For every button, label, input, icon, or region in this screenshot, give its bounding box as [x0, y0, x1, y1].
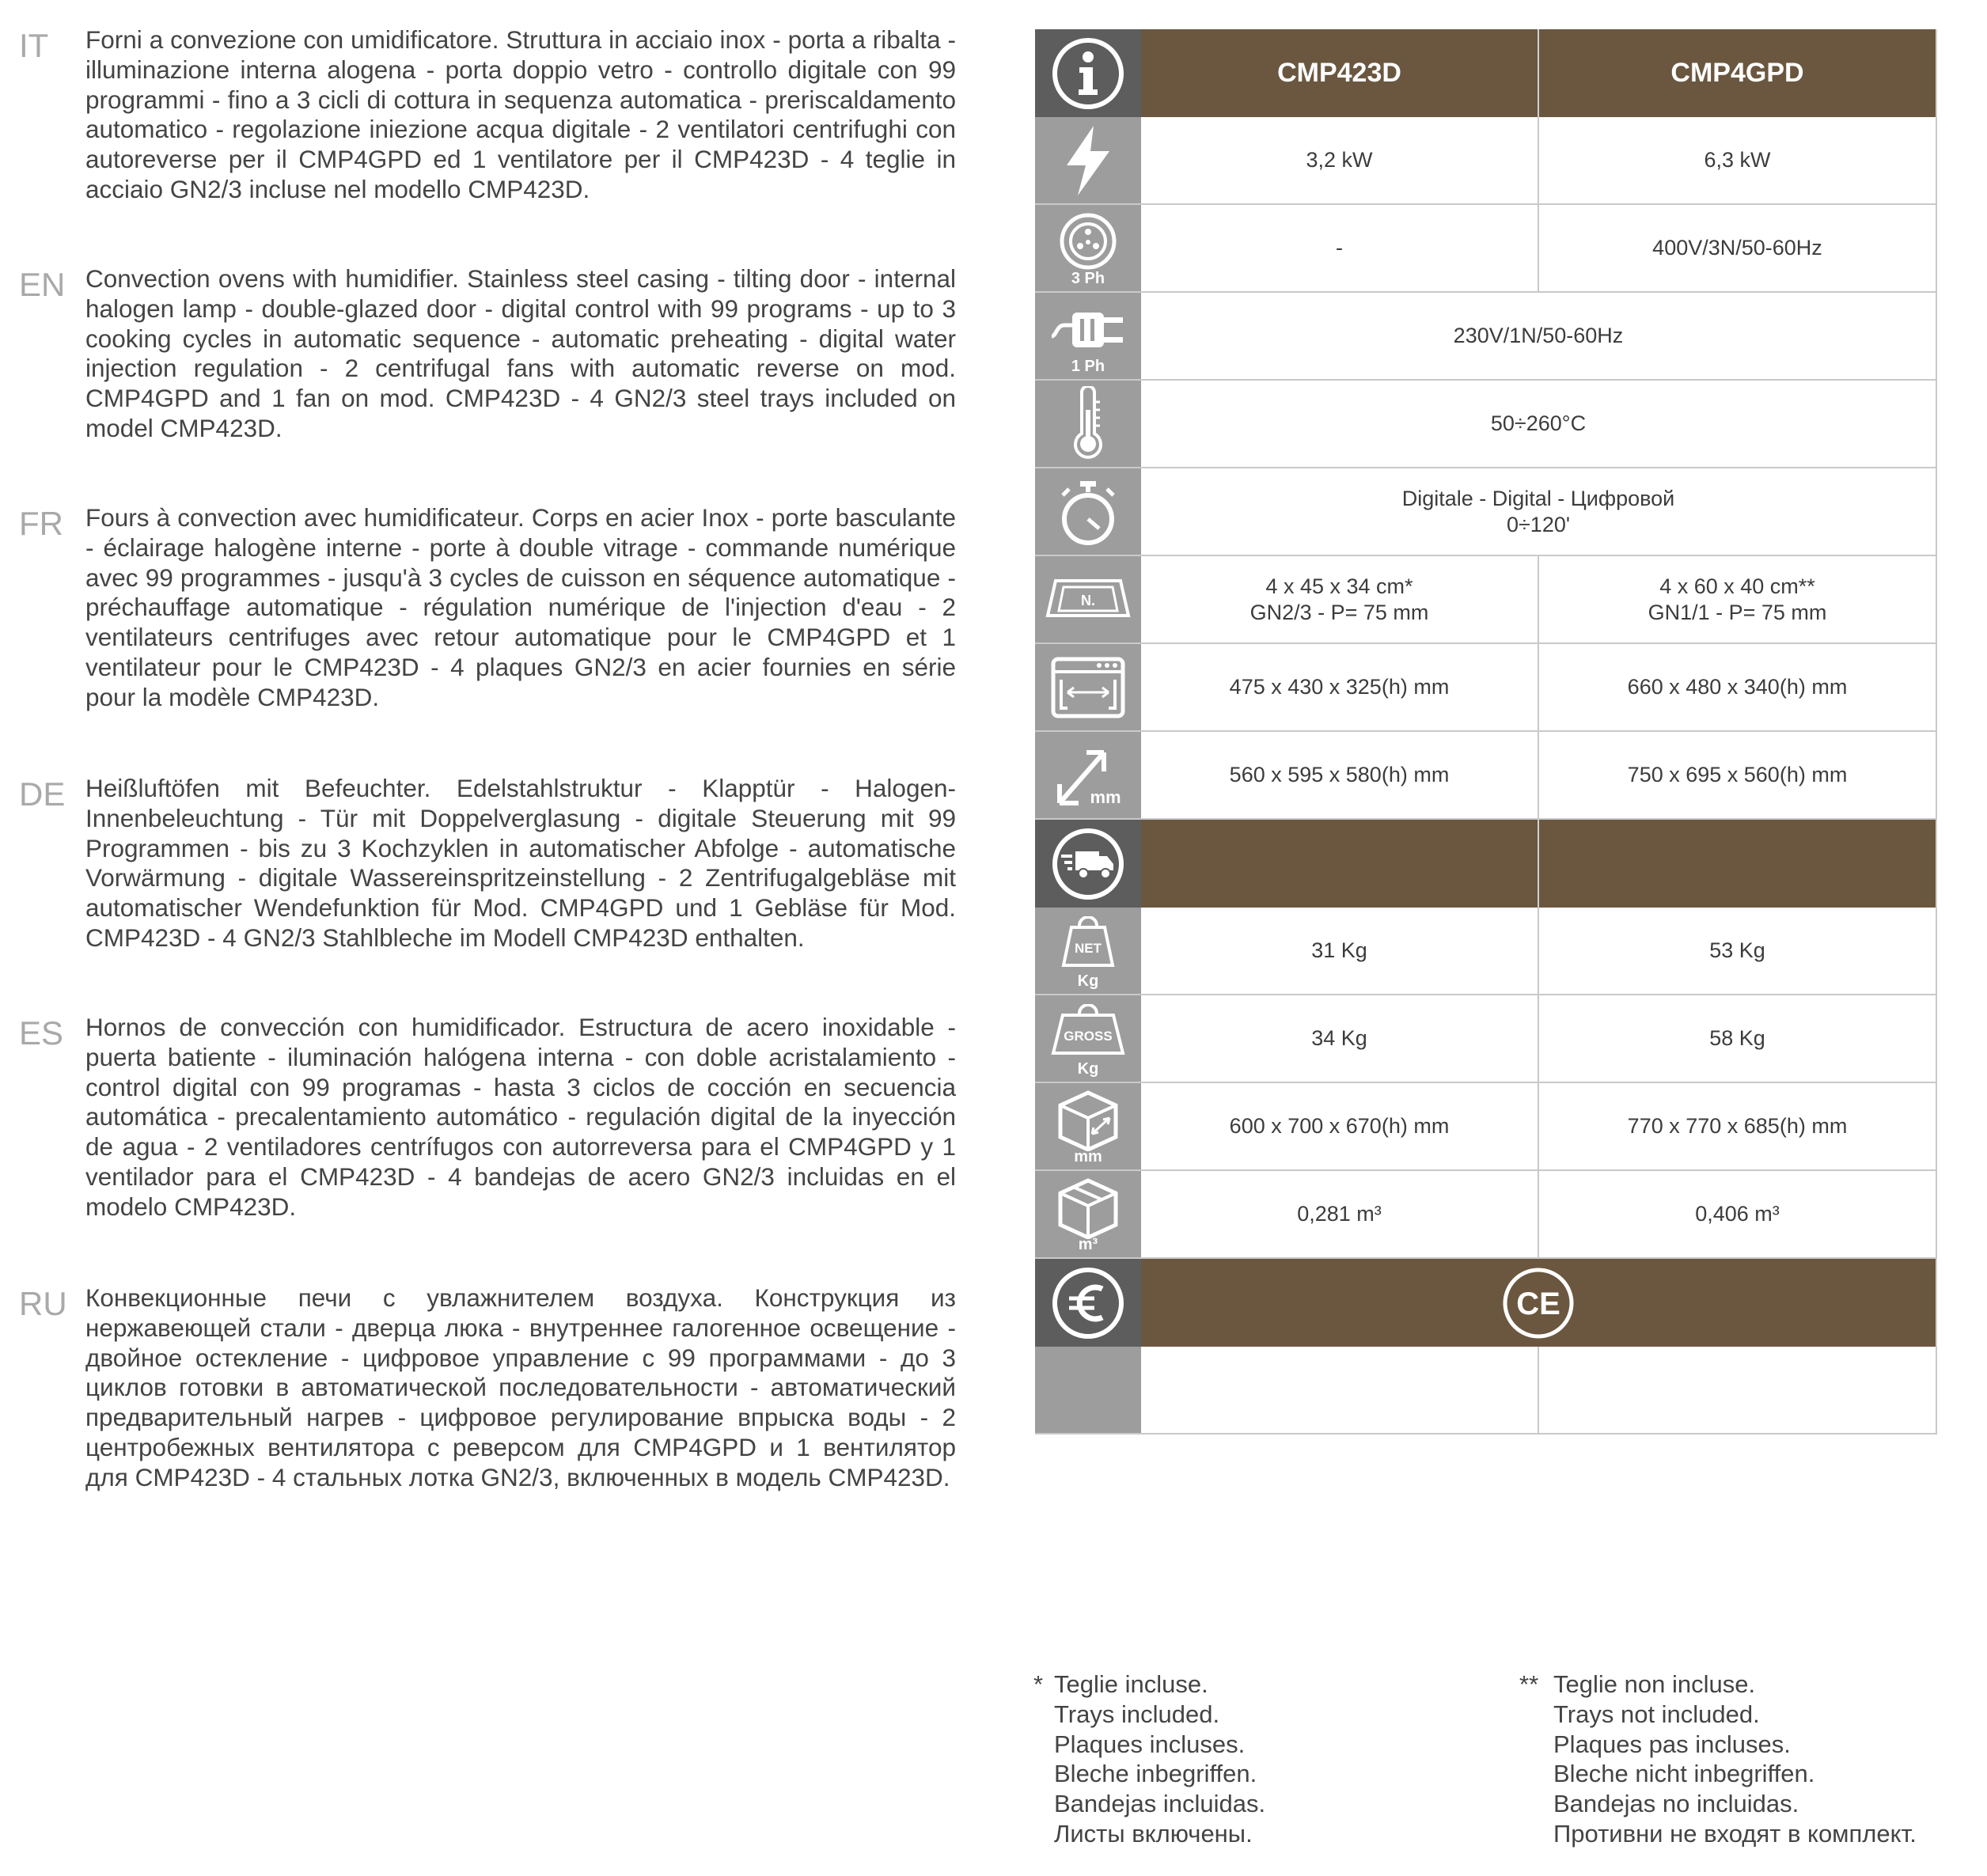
net-weight-row: [1035, 908, 1937, 995]
volume-box-icon: [1035, 1171, 1141, 1257]
ce-mark-cell: [1141, 1259, 1937, 1347]
power-value: 6,3 kW: [1539, 117, 1937, 203]
price-header-row: [1035, 1259, 1937, 1347]
price-value: [1141, 1347, 1539, 1433]
package-dims-value: 600 x 700 x 670(h) mm: [1141, 1083, 1539, 1169]
temperature-row: [1035, 381, 1937, 468]
ce-mark-text: CE: [1516, 1286, 1560, 1321]
net-weight-icon: [1035, 908, 1141, 994]
description-text: Конвекционные печи с увлажнителем воздуха. Конструкция из нержавеющей стали - дверца люка - внутреннее галогенное освещение - двойное остекление - цифровое управление с 99 программами - до 3 циклов готовки в автоматической последовательности - автоматический предварительный нагрев - цифровое регулирование впрыска воды - 2 центробежных вентилятора с реверсом для CMP4GPD и 1 вентилятор для CMP423D - 4 стальных лотка GN2/3, включенных в модель CMP423D.: [85, 1283, 956, 1491]
plug-icon: [1035, 293, 1141, 379]
trays-line-1: 4 x 45 x 34 cm*: [1265, 574, 1413, 598]
shipping-header-cell: [1141, 820, 1539, 908]
chamber-value: 475 x 430 x 325(h) mm: [1141, 644, 1539, 730]
oven-chamber-icon: [1035, 644, 1141, 730]
timer-value: [1141, 468, 1937, 555]
volume-value: 0,406 m³: [1539, 1171, 1937, 1257]
info-icon: [1035, 29, 1141, 117]
lightning-icon: [1035, 117, 1141, 203]
one-phase-row: [1035, 293, 1937, 381]
footnote-line: Bandejas no incluidas.: [1553, 1790, 1799, 1818]
icon-label: mm: [1074, 1148, 1102, 1165]
timer-line-1: Digitale - Digital - Цифровой: [1401, 486, 1675, 510]
lang-code: IT: [19, 27, 49, 64]
footnote-line: Plaques pas incluses.: [1553, 1730, 1791, 1758]
power-row: [1035, 117, 1937, 205]
gross-weight-row: [1035, 995, 1937, 1083]
footnote-line: Листы включены.: [1054, 1819, 1253, 1848]
chamber-row: [1035, 644, 1937, 732]
footnote-line: Teglie non incluse.: [1553, 1670, 1756, 1698]
footnote-line: Bandejas incluidas.: [1054, 1790, 1266, 1818]
thermometer-icon: [1035, 381, 1141, 467]
net-icon-label: NET: [1075, 940, 1102, 956]
external-dims-value: 560 x 595 x 580(h) mm: [1141, 732, 1539, 818]
chamber-value: 660 x 480 x 340(h) mm: [1539, 644, 1937, 730]
footnote-line: Trays included.: [1054, 1700, 1220, 1728]
icon-label: 3 Ph: [1071, 270, 1105, 287]
description-ru: [19, 1283, 957, 1493]
footnote-trays-not-included: [1519, 1669, 1917, 1849]
ce-mark-icon: [1500, 1265, 1576, 1341]
trays-row: [1035, 556, 1937, 644]
price-value: [1539, 1347, 1937, 1433]
package-dims-row: [1035, 1083, 1937, 1171]
lang-code: FR: [19, 505, 63, 542]
icon-label: m³: [1078, 1236, 1098, 1253]
footnote-line: Teglie incluse.: [1054, 1670, 1208, 1698]
package-box-icon: [1035, 1083, 1141, 1169]
footnote-mark: *: [1033, 1670, 1044, 1698]
price-icon-cell: [1035, 1347, 1141, 1433]
model-name: CMP4GPD: [1539, 29, 1937, 117]
description-en: [19, 264, 957, 444]
trays-line-2: GN2/3 - P= 75 mm: [1249, 600, 1429, 624]
description-text: Heißluftöfen mit Befeuchter. Edelstahlstruktur - Klapptür - Halogen-Innenbeleuchtung - Tür mit Doppelverglasung - digitale Steuerung mit 99 Programmen - bis zu 3 Kochzyklen in automatischer Abfolge - automatische Vorwärmung - digitale Wassereinspritzeinstellung - 2 Zentrifugalgebläse mit automatischer Wendefunktion für Mod. CMP4GPD und 1 Gebläse für Mod. CMP423D - 4 GN2/3 Stahlbleche im Modell CMP423D enthalten.: [85, 774, 956, 952]
timer-line-2: 0÷120': [1506, 512, 1571, 536]
footnote-line: Bleche inbegriffen.: [1054, 1760, 1257, 1788]
euro-icon: [1035, 1259, 1141, 1347]
delivery-truck-icon: [1035, 820, 1141, 908]
lang-code: ES: [19, 1014, 64, 1052]
icon-label: Kg: [1077, 972, 1099, 990]
description-it: [19, 25, 957, 205]
three-phase-value: 400V/3N/50-60Hz: [1539, 205, 1937, 291]
spec-table: [1035, 29, 1937, 1434]
price-row: [1035, 1347, 1937, 1434]
shipping-header-cell: [1539, 820, 1937, 908]
volume-value: 0,281 m³: [1141, 1171, 1539, 1257]
trays-value: [1539, 556, 1937, 642]
description-es: [19, 1013, 957, 1222]
footnote-line: Plaques incluses.: [1054, 1730, 1246, 1758]
description-text: Hornos de convección con humidificador. Estructura de acero inoxidable - puerta batiente - iluminación halógena interna - con doble acristalamiento - control digital con 99 programas - hasta 3 ciclos de cocción en secuencia automática - precalentamiento automático - regulación digital de la inyección de agua - 2 ventiladores centrífugos con autorreversa para el CMP4GPD y 1 ventilador para el CMP423D - 4 bandejas de acero GN2/3 incluidas en el modelo CMP423D.: [85, 1013, 956, 1221]
description-text: Fours à convection avec humidificateur. Corps en acier Inox - porte basculante - éclairage halogène interne - porte à double vitrage - commande numérique avec 99 programmes - jusqu'à 3 cycles de cuisson en séquence automatique - préchauffage automatique - régulation numérique de l'injection d'eau - 2 ventilateurs centrifuges avec retour automatique pour le CMP4GPD et 1 ventilateur pour le CMP423D - 4 plaques GN2/3 en acier fournies en série pour la modèle CMP423D.: [85, 503, 956, 711]
footnote-mark: **: [1519, 1670, 1539, 1698]
icon-label: Kg: [1077, 1060, 1099, 1078]
lang-code: DE: [19, 775, 66, 813]
shipping-header-row: [1035, 820, 1937, 908]
dim-icon-label: mm: [1090, 786, 1121, 807]
footnote-line: Trays not included.: [1553, 1700, 1760, 1728]
header-row: [1035, 29, 1937, 117]
gross-weight-icon: [1035, 995, 1141, 1082]
trays-line-2: GN1/1 - P= 75 mm: [1648, 600, 1827, 624]
package-dims-value: 770 x 770 x 685(h) mm: [1539, 1083, 1937, 1169]
description-text: Convection ovens with humidifier. Stainless steel casing - tilting door - internal halogen lamp - double-glazed door - digital control with 99 programs - up to 3 cooking cycles in automatic sequence - automatic preheating - digital water injection regulation - 2 centrifugal fans with automatic reverse on mod. CMP4GPD and 1 fan on mod. CMP423D - 4 GN2/3 steel trays included on model CMP423D.: [85, 264, 956, 442]
three-phase-socket-icon: [1035, 205, 1141, 291]
trays-value: [1141, 556, 1539, 642]
one-phase-value: 230V/1N/50-60Hz: [1141, 293, 1937, 379]
lang-code: RU: [19, 1285, 67, 1322]
power-value: 3,2 kW: [1141, 117, 1539, 203]
tray-icon: [1035, 556, 1141, 642]
description-de: [19, 774, 957, 953]
stopwatch-icon: [1035, 468, 1141, 555]
net-weight-value: 53 Kg: [1539, 908, 1937, 994]
description-fr: [19, 503, 957, 713]
external-dims-value: 750 x 695 x 560(h) mm: [1539, 732, 1937, 818]
timer-row: [1035, 468, 1937, 556]
dimensions-arrow-icon: [1035, 732, 1141, 818]
icon-label: 1 Ph: [1071, 358, 1105, 375]
footnote-trays-included: [1033, 1669, 1265, 1849]
footnote-line: Противни не входят в комплект.: [1553, 1819, 1917, 1848]
external-dims-row: [1035, 732, 1937, 820]
gross-weight-value: 34 Kg: [1141, 995, 1539, 1082]
model-name: CMP423D: [1141, 29, 1539, 117]
tray-icon-label: N.: [1081, 592, 1095, 608]
lang-code: EN: [19, 266, 66, 303]
trays-line-1: 4 x 60 x 40 cm**: [1659, 574, 1815, 598]
gross-weight-value: 58 Kg: [1539, 995, 1937, 1082]
net-weight-value: 31 Kg: [1141, 908, 1539, 994]
volume-row: [1035, 1171, 1937, 1259]
temperature-value: 50÷260°C: [1141, 381, 1937, 467]
three-phase-row: [1035, 205, 1937, 293]
description-text: Forni a convezione con umidificatore. Struttura in acciaio inox - porta a ribalta - illuminazione interna alogena - porta doppio vetro - controllo digitale con 99 programmi - fino a 3 cicli di cottura in sequenza automatica - preriscaldamento automatico - regolazione iniezione acqua digitale - 2 ventilatori centrifughi con autoreverse per il CMP4GPD ed 1 ventilatore per il CMP423D - 4 teglie in acciaio GN2/3 incluse nel modello CMP423D.: [85, 25, 956, 203]
footnote-line: Bleche nicht inbegriffen.: [1553, 1760, 1815, 1788]
gross-icon-label: GROSS: [1064, 1028, 1113, 1044]
three-phase-value: -: [1141, 205, 1539, 291]
